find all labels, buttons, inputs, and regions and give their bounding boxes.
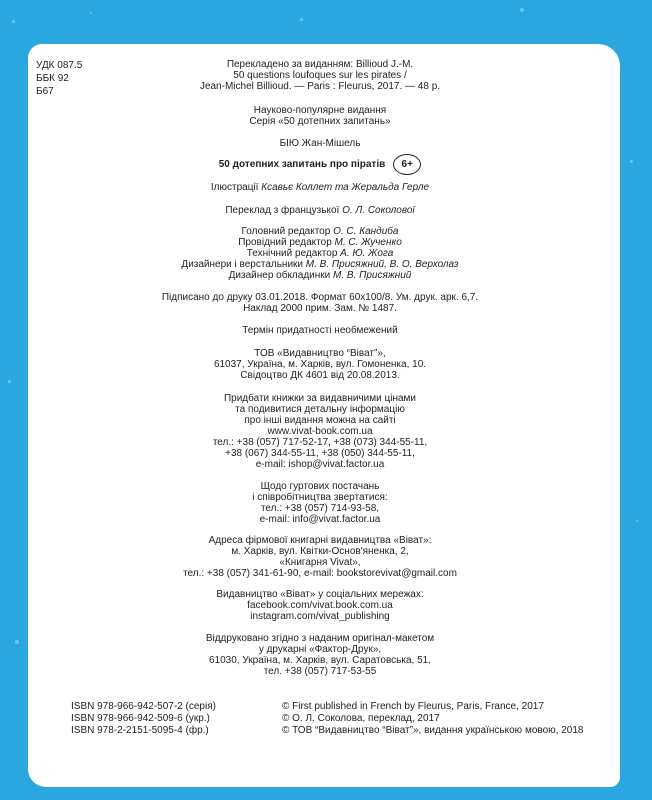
publisher-info xyxy=(130,348,510,381)
isbn-list xyxy=(71,701,216,737)
printing-line: тел. +38 (057) 717-53-55 xyxy=(263,666,377,677)
wholesale-line: і співробітництва звертатися: xyxy=(252,492,388,503)
original-edition-line: Jean-Michel Billioud. — Paris : Fleurus, 2017. — 48 р. xyxy=(199,81,441,92)
printing-line: 61030, Україна, м. Харків, вул. Саратовська, 51, xyxy=(209,655,431,666)
original-edition-line: 50 questions loufoques sur les pirates / xyxy=(233,70,407,81)
print-info-line: Наклад 2000 прим. Зам. № 1487. xyxy=(243,303,397,314)
copyright-line: © ТОВ “Видавництво “Віват”», видання українською мовою, 2018 xyxy=(282,725,584,736)
illustrations-label: Ілюстрації xyxy=(210,182,259,193)
buy-info-line: та подивитися детальну інформацію xyxy=(235,404,405,415)
series-line: Серія «50 дотепних запитань» xyxy=(249,116,391,127)
isbn-series: ISBN 978-966-942-507-2 (серія) xyxy=(71,701,216,712)
udc-code: УДК 087.5 xyxy=(36,60,83,71)
genre-line: Науково-популярне видання xyxy=(253,105,387,116)
social-info xyxy=(130,589,510,622)
author-name: БІЮ Жан-Мішель xyxy=(279,138,361,149)
background-speck xyxy=(520,8,524,12)
instagram-link[interactable]: instagram.com/vivat_publishing xyxy=(250,611,390,622)
original-edition-line: Перекладено за виданням: Billioud J.-M. xyxy=(226,59,414,70)
classification-codes xyxy=(36,59,82,98)
series-info xyxy=(130,105,510,127)
store-info xyxy=(130,535,510,579)
store-line: Адреса фірмової книгарні видавництва «Віват»: xyxy=(208,535,432,546)
original-edition xyxy=(130,59,510,92)
translator: О. Л. Соколової xyxy=(342,205,415,216)
author xyxy=(130,138,510,149)
printing-info xyxy=(130,633,510,677)
buy-info-line: про інші видання можна на сайті xyxy=(244,415,396,426)
credit-line: Провідний редактор М. С. Жученко xyxy=(238,237,402,248)
background-speck xyxy=(12,20,15,23)
credit-line: Технічний редактор А. Ю. Жога xyxy=(246,248,394,259)
background-speck xyxy=(90,12,92,14)
bbk-code: ББК 92 xyxy=(36,73,69,84)
isbn-fr: ISBN 978-2-2151-5095-4 (фр.) xyxy=(71,725,209,736)
author-mark: Б67 xyxy=(36,86,54,97)
background-speck xyxy=(300,18,303,21)
credit-line: Дизайнер обкладинки М. В. Присяжний xyxy=(228,270,412,281)
buy-info-line: Придбати книжки за видавничими цінами xyxy=(223,393,417,404)
copyright-list xyxy=(282,701,583,737)
credits xyxy=(130,226,510,281)
copyright-line: © О. Л. Соколова, переклад, 2017 xyxy=(282,713,440,724)
buy-info-line: тел.: +38 (057) 717-52-17, +38 (073) 344-55-11, xyxy=(212,437,428,448)
title-block xyxy=(130,154,510,176)
translation-label: Переклад з французької xyxy=(225,205,340,216)
publisher-line: ТОВ «Видавництво “Віват”», xyxy=(254,348,386,359)
shelf-life xyxy=(130,325,510,336)
print-info-line: Підписано до друку 03.01.2018. Формат 60x100/8. Ум. друк. арк. 6,7. xyxy=(161,292,479,303)
translation xyxy=(130,205,510,216)
isbn-ukr: ISBN 978-966-942-509-6 (укр.) xyxy=(71,713,210,724)
age-rating-badge: 6+ xyxy=(393,154,421,175)
facebook-link[interactable]: facebook.com/vivat.book.com.ua xyxy=(247,600,393,611)
store-line: «Книгарня Vivat», xyxy=(279,557,361,568)
wholesale-line: тел.: +38 (057) 714-93-58, xyxy=(260,503,380,514)
illustrators: Ксавьє Коллет та Жеральда Герле xyxy=(261,182,430,193)
wholesale-line: Щодо гуртових постачань xyxy=(260,481,380,492)
printing-line: у друкарні «Фактор-Друк», xyxy=(258,644,382,655)
printing-line: Віддруковано згідно з наданим оригінал-макетом xyxy=(205,633,435,644)
illustrations xyxy=(130,182,510,193)
buy-info xyxy=(130,393,510,470)
store-line: тел.: +38 (057) 341-61-90, e-mail: bookstorevivat@gmail.com xyxy=(183,568,457,579)
wholesale-email[interactable]: e-mail: info@vivat.factor.ua xyxy=(259,514,381,525)
shelf-life-text: Термін придатності необмежений xyxy=(242,325,398,336)
print-info xyxy=(130,292,510,314)
shop-email[interactable]: e-mail: ishop@vivat.factor.ua xyxy=(255,459,385,470)
buy-info-line: +38 (067) 344-55-11, +38 (050) 344-55-11, xyxy=(225,448,415,459)
credit-line: Дизайнери і верстальники М. В. Присяжний, В. О. Верхолаз xyxy=(181,259,459,270)
wholesale-info xyxy=(130,481,510,525)
publisher-line: Свідоцтво ДК 4601 від 20.08.2013. xyxy=(240,370,400,381)
store-line: м. Харків, вул. Квітки-Основ'яненка, 2, xyxy=(231,546,409,557)
background-speck xyxy=(15,640,19,644)
book-title: 50 дотепних запитань про піратів xyxy=(218,159,386,171)
website-link[interactable]: www.vivat-book.com.ua xyxy=(267,426,373,437)
background-speck xyxy=(630,160,633,163)
background-speck xyxy=(8,380,11,383)
background-speck xyxy=(636,520,638,522)
copyright-line: © First published in French by Fleurus, Paris, France, 2017 xyxy=(282,701,544,712)
publisher-line: 61037, Україна, м. Харків, вул. Гомоненка, 10. xyxy=(213,359,427,370)
credit-line: Головний редактор О. С. Кандиба xyxy=(241,226,399,237)
social-heading: Видавництво «Віват» у соціальних мережах: xyxy=(216,589,424,600)
